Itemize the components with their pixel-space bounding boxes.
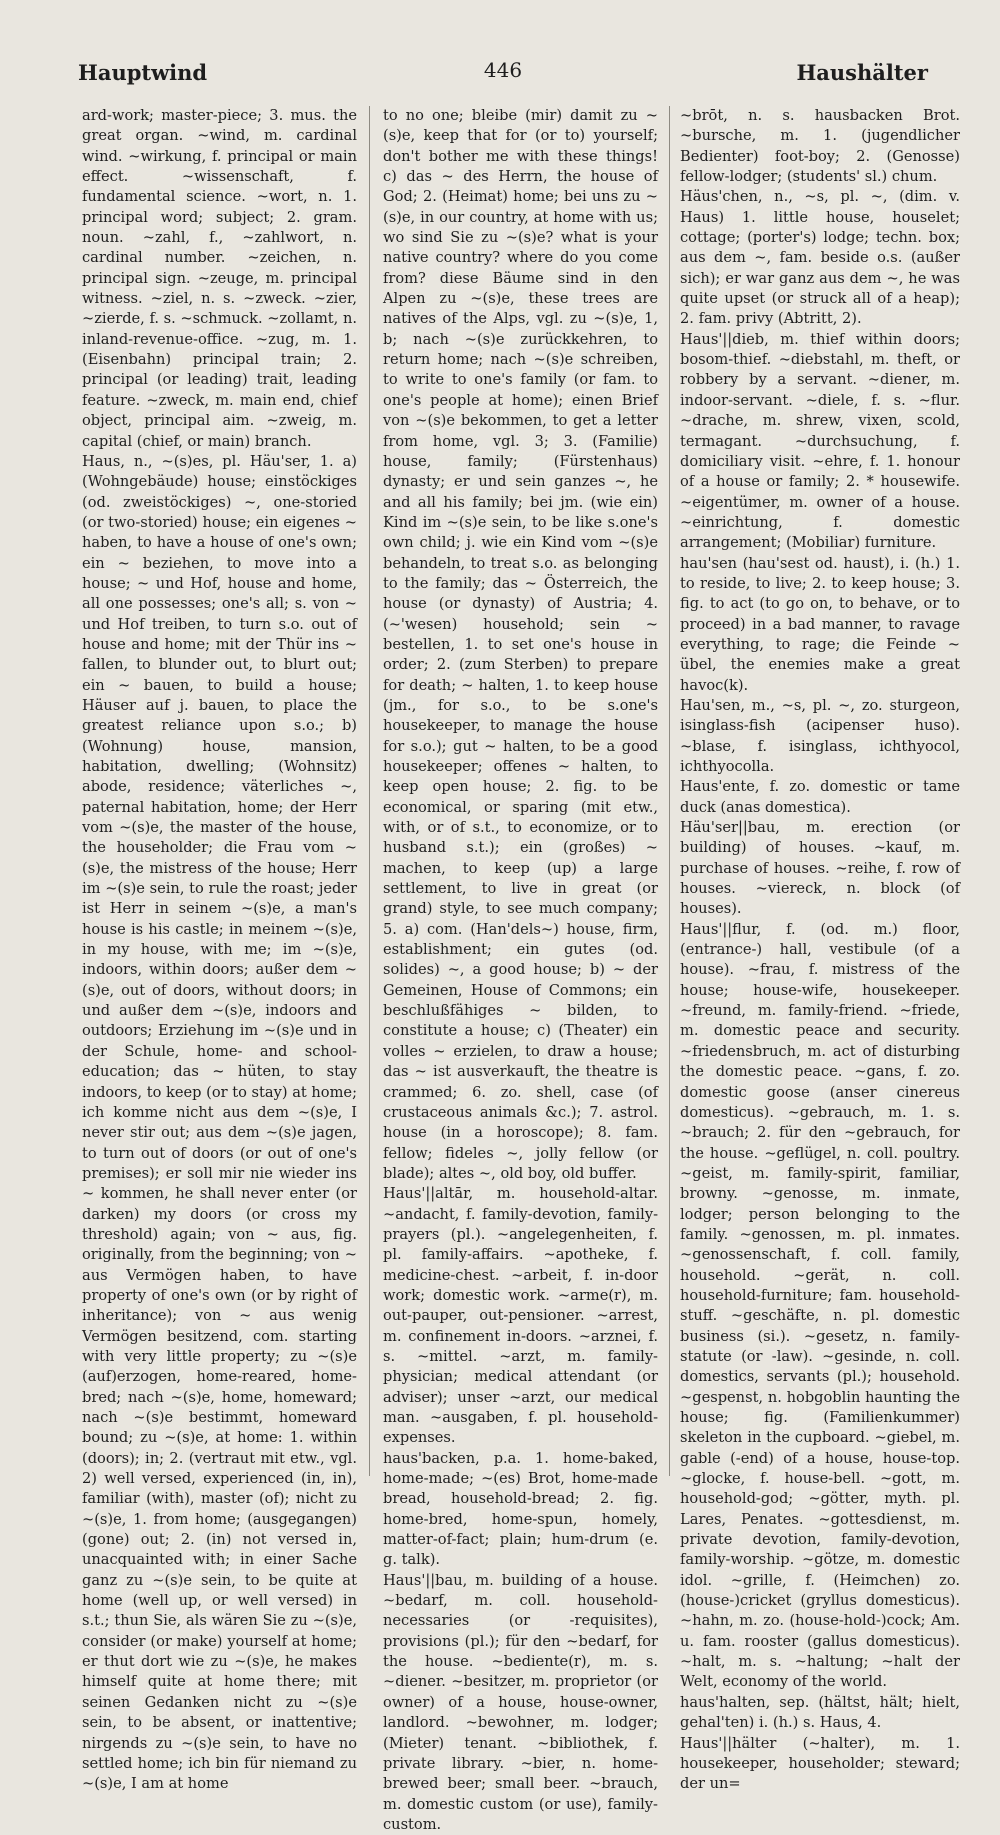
column-divider <box>369 106 370 1476</box>
header-right-guide-word: Haushälter <box>796 60 928 85</box>
dictionary-entry: hau'sen (hau'sest od. haust), i. (h.) 1. to reside, to live; 2. to keep house; 3. fig. to act (to go on, to behave, or to proceed) in a bad manner, to ravage everything, to rage; die Feinde ~ übel, the enemies make a great havoc(k). <box>680 554 960 694</box>
column-divider <box>669 106 670 1476</box>
dictionary-entry: Haus'||altār, m. household-altar. ~andacht, f. family-devotion, family-prayers (pl.). ~angelegenheiten, f. pl. family-affairs. ~apotheke, f. medicine-chest. ~arbeit, f. in-door work; domestic work. ~arme(r), m. out-pauper, out-pensioner. ~arrest, m. confinement in-doors. ~arznei, f. s. ~mittel. ~arzt, m. family-physician; medical attendant (or adviser); unser ~arzt, our medical man. ~ausgaben, f. pl. household-expenses. <box>383 1185 658 1447</box>
column-2 <box>383 106 658 1833</box>
dictionary-entry: ard-work; master-piece; 3. mus. the great organ. ~wind, m. cardinal wind. ~wirkung, f. principal or main effect. ~wissenschaft, f. fundamental science. ~wort, n. 1. principal word; subject; 2. gram. noun. ~zahl, f., ~zahlwort, n. cardinal number. ~zeichen, n. principal sign. ~zeuge, m. principal witness. ~ziel, n. s. ~zweck. ~zier, ~zierde, f. s. ~schmuck. ~zollamt, n. inland-revenue-office. ~zug, m. 1. (Eisenbahn) principal train; 2. principal (or leading) trait, leading feature. ~zweck, m. main end, chief object, principal aim. ~zweig, m. capital (chief, or main) branch. <box>82 107 357 450</box>
dictionary-entry: Häu'ser||bau, m. erection (or building) of houses. ~kauf, m. purchase of houses. ~reihe, f. row of houses. ~viereck, n. block (of houses). <box>680 819 960 918</box>
page-number: 446 <box>483 58 523 82</box>
dictionary-entry: haus'backen, p.a. 1. home-baked, home-made; ~(es) Brot, home-made bread, household-bread; 2. fig. home-bred, home-spun, homely, matter-of-fact; plain; hum-drum (e. g. talk). <box>383 1449 658 1569</box>
header-left-guide-word: Hauptwind <box>78 60 208 85</box>
column-1 <box>82 106 357 1793</box>
dictionary-entry: ~brōt, n. s. hausbacken Brot. ~bursche, m. 1. (jugendlicher Bedienter) foot-boy; 2. (Genosse) fellow-lodger; (students' sl.) chum. <box>680 107 960 186</box>
dictionary-entry: haus'halten, sep. (hältst, hält; hielt, gehal'ten) i. (h.) s. Haus, 4. <box>680 1693 960 1732</box>
dictionary-entry: Häus'chen, n., ~s, pl. ~, (dim. v. Haus) 1. little house, houselet; cottage; (porter's) lodge; techn. box; aus dem ~, fam. beside o.s. (außer sich); er war ganz aus dem ~, he was quite upset (or struck all of a heap); 2. fam. privy (Abtritt, 2). <box>680 188 960 328</box>
dictionary-entry: Haus'||hälter (~halter), m. 1. housekeeper, householder; steward; der un= <box>680 1734 960 1793</box>
dictionary-entry: Haus'ente, f. zo. domestic or tame duck (anas domestica). <box>680 778 960 816</box>
dictionary-entry: Haus, n., ~(s)es, pl. Häu'ser, 1. a) (Wohngebäude) house; einstöckiges (od. zweistöckiges) ~, one-storied (or two-storied) house; ein eigenes ~ haben, to have a house of one's own; ein ~ beziehen, to move into a house; ~ und Hof, house and home, all one possesses; one's all; s. von ~ und Hof treiben, to turn s.o. out of house and home; mit der Thür ins ~ fallen, to blunder out, to blurt out; ein ~ bauen, to build a house; Häuser auf j. bauen, to place the greatest reliance upon s.o.; b) (Wohnung) house, mansion, habitation, dwelling; (Wohnsitz) abode, residence; väterliches ~, paternal habitation, home; der Herr vom ~(s)e, the master of the house, the householder; die Frau vom ~(s)e, the mistress of the house; Herr im ~(s)e sein, to rule the roast; jeder ist Herr in seinem ~(s)e, a man's house is his castle; in meinem ~(s)e, in my house, with me; im ~(s)e, indoors, within doors; außer dem ~(s)e, out of doors, without doors; in und außer dem ~(s)e, indoors and outdoors; Erziehung im ~(s)e und in der Schule, home- and school-education; das ~ hüten, to stay indoors, to keep (or to stay) at home; ich komme nicht aus dem ~(s)e, I never stir out; aus dem ~(s)e jagen, to turn out of doors (or out of one's premises); er soll mir nie wieder ins ~ kommen, he shall never enter (or darken) my doors (or cross my threshold) again; von ~ aus, fig. originally, from the beginning; von ~ aus Vermögen haben, to have property of one's own (or by right of inheritance); von ~ aus wenig Vermögen besitzend, com. starting with very little property; zu ~(s)e (auf)erzogen, home-reared, home-bred; nach ~(s)e, home, homeward; nach ~(s)e bestimmt, homeward bound; zu ~(s)e, at home: 1. within (doors); in; 2. (vertraut mit etw., vgl. 2) well versed, experienced (in, in), familiar (with), master (of); nicht zu ~(s)e, 1. from home; (ausgegangen) (gone) out; 2. (in) not versed in, unacquainted with; in einer Sache ganz zu ~(s)e sein, to be quite at home (well up, or well versed) in s.t.; thun Sie, als wären Sie zu ~(s)e, consider (or make) yourself at home; er thut dort wie zu ~(s)e, he makes himself quite at home there; mit seinen Gedanken nicht zu ~(s)e sein, to be absent, or inattentive; nirgends zu ~(s)e sein, to have no settled home; ich bin für niemand zu ~(s)e, I am at home <box>82 452 357 1793</box>
dictionary-entry: Haus'||bau, m. building of a house. ~bedarf, m. coll. household-necessaries (or -requisites), provisions (pl.); für den ~bedarf, for the house. ~bediente(r), m. s. ~diener. ~besitzer, m. proprietor (or owner) of a house, house-owner, landlord. ~bewohner, m. lodger; (Mieter) tenant. ~bibliothek, f. private library. ~bier, n. home-brewed beer; small beer. ~brauch, m. domestic custom (or use), family-custom. <box>383 1571 658 1833</box>
dictionary-entry: Haus'||dieb, m. thief within doors; bosom-thief. ~diebstahl, m. theft, or robbery by a servant. ~diener, m. indoor-servant. ~diele, f. s. ~flur. ~drache, m. shrew, vixen, scold, termagant. ~durchsuchung, f. domiciliary visit. ~ehre, f. 1. honour of a house or family; 2. * housewife. ~eigentümer, m. owner of a house. ~einrichtung, f. domestic arrangement; (Mobiliar) furniture. <box>680 330 960 552</box>
dictionary-entry: to no one; bleibe (mir) damit zu ~(s)e, keep that for (or to) yourself; don't bother me with these things! c) das ~ des Herrn, the house of God; 2. (Heimat) home; bei uns zu ~(s)e, in our country, at home with us; wo sind Sie zu ~(s)e? what is your native country? where do you come from? diese Bäume sind in den Alpen zu ~(s)e, these trees are natives of the Alps, vgl. zu ~(s)e, 1, b; nach ~(s)e zurückkehren, to return home; nach ~(s)e schreiben, to write to one's family (or fam. to one's people at home); einen Brief von ~(s)e bekommen, to get a letter from home, vgl. 3; 3. (Familie) house, family; (Fürstenhaus) dynasty; er und sein ganzes ~, he and all his family; bei jm. (wie ein) Kind im ~(s)e sein, to be like s.one's own child; j. wie ein Kind vom ~(s)e behandeln, to treat s.o. as belonging to the family; das ~ Österreich, the house (or dynasty) of Austria; 4. (~'wesen) household; sein ~ bestellen, 1. to set one's house in order; 2. (zum Sterben) to prepare for death; ~ halten, 1. to keep house (jm., for s.o., to be s.one's housekeeper, to manage the house for s.o.); gut ~ halten, to be a good housekeeper; offenes ~ halten, to keep open house; 2. fig. to be economical, or sparing (mit etw., with, or of s.t., to economize, or to husband s.t.); ein (großes) ~ machen, to keep (up) a large settlement, to live in great (or grand) style, to see much company; 5. a) com. (Han'dels~) house, firm, establishment; ein gutes (od. solides) ~, a good house; b) ~ der Gemeinen, House of Commons; ein beschlußfähiges ~ bilden, to constitute a house; c) (Theater) ein volles ~ erzielen, to draw a house; das ~ ist ausverkauft, the theatre is crammed; 6. zo. shell, case (of crustaceous animals &c.); 7. astrol. house (in a horoscope); 8. fam. fellow; fideles ~, jolly fellow (or blade); altes ~, old boy, old buffer. <box>383 107 658 1182</box>
column-3 <box>680 106 960 1793</box>
running-header <box>78 60 928 88</box>
dictionary-entry: Hau'sen, m., ~s, pl. ~, zo. sturgeon, isinglass-fish (acipenser huso). ~blase, f. isinglass, ichthyocol, ichthyocolla. <box>680 696 960 775</box>
dictionary-entry: Haus'||flur, f. (od. m.) floor, (entrance-) hall, vestibule (of a house). ~frau, f. mistress of the house; house-wife, housekeeper. ~freund, m. family-friend. ~friede, m. domestic peace and security. ~friedensbruch, m. act of disturbing the domestic peace. ~gans, f. zo. domestic goose (anser cinereus domesticus). ~gebrauch, m. 1. s. ~brauch; 2. für den ~gebrauch, for the house. ~geflügel, n. coll. poultry. ~geist, m. family-spirit, familiar, browny. ~genosse, m. inmate, lodger; person belonging to the family. ~genossen, m. pl. inmates. ~genossenschaft, f. coll. family, household. ~gerät, n. coll. household-furniture; fam. household-stuff. ~geschäfte, n. pl. domestic business (si.). ~gesetz, n. family-statute (or -law). ~gesinde, n. coll. domestics, servants (pl.); household. ~gespenst, n. hobgoblin haunting the house; fig. (Familienkummer) skeleton in the cupboard. ~giebel, m. gable (-end) of a house, house-top. ~glocke, f. house-bell. ~gott, m. household-god; ~götter, myth. pl. Lares, Penates. ~gottesdienst, m. private devotion, family-devotion, family-worship. ~götze, m. domestic idol. ~grille, f. (Heimchen) zo. (house-)cricket (gryllus domesticus). ~hahn, m. zo. (house-hold-)cock; Am. u. fam. rooster (gallus domesticus). ~halt, m. s. ~haltung; ~halt der Welt, economy of the world. <box>680 920 960 1691</box>
